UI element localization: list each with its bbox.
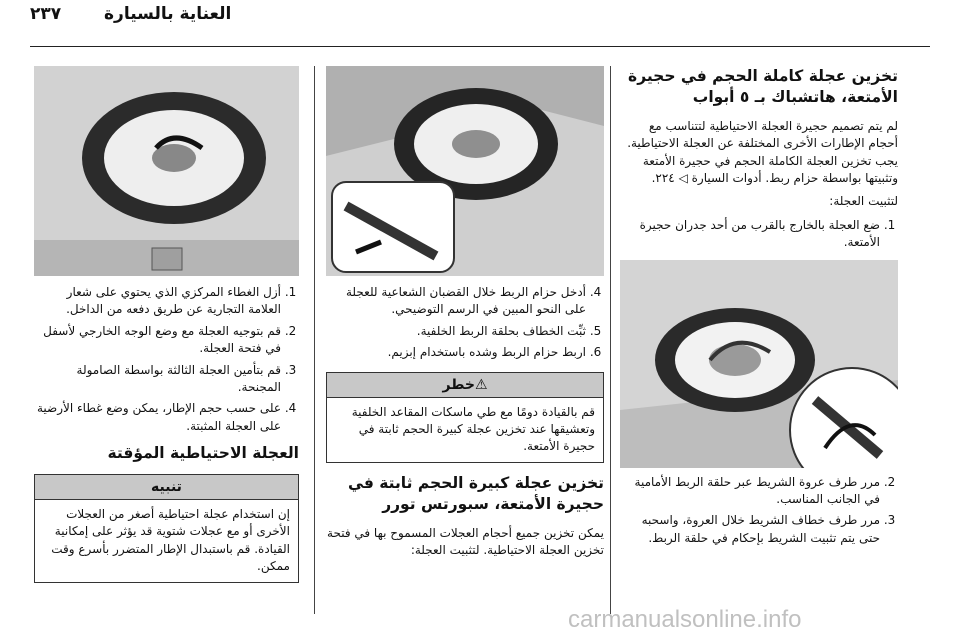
right-intro: لم يتم تصميم حجيرة العجلة الاحتياطية لتتناسب مع أحجام الإطارات الأخرى المختلفة عن العجلة الاحتياطية. يجب تخزين العجلة الكاملة الحجم في حجيرة الأمتعة وتثبيتها بواسطة حزام ربط. أدوات السيارة ◁ ٢٢٤.: [627, 118, 898, 186]
wheel-strapped-illustration: [326, 66, 604, 276]
warning-icon: ⚠: [474, 376, 488, 393]
left-step-1: 1. أزل الغطاء المركزي الذي يحتوي على شعار العلامة التجارية عن طريق دفعه من الداخل.: [34, 284, 281, 319]
middle-intro: يمكن تخزين جميع أحجام العجلات المسموح بها في فتحة تخزين العجلة الاحتياطية. لتثبيت العجلة:: [327, 525, 604, 557]
figure-spare-wheel-well: [34, 66, 299, 276]
spare-wheel-illustration: [34, 66, 299, 276]
middle-heading: تخزين عجلة كبيرة الحجم ثابتة في حجيرة الأمتعة، سبورتس تورر: [348, 473, 604, 513]
warning-text: قم بالقيادة دومًا مع طي ماسكات المقاعد الخلفية وتعشيقها عند تخزين عجلة كبيرة الحجم ثابتة في حجيرة الأمتعة.: [351, 404, 595, 454]
figure-wheel-strapped-hatchback: [326, 66, 604, 276]
left-column: [34, 66, 299, 593]
warning-title: خطر: [442, 376, 475, 393]
middle-step-5: 5. ثبِّت الخطاف بحلقة الربط الخلفية.: [326, 323, 586, 340]
right-heading: تخزين عجلة كاملة الحجم في حجيرة الأمتعة، هاتشباك بـ ٥ أبواب: [628, 67, 898, 106]
right-step-2: 2. مرر طرف عروة الشريط عبر حلقة الربط الأمامية في الجانب المناسب.: [620, 474, 880, 509]
column-separator-right: [610, 66, 611, 614]
watermark: carmanualsonline.info: [568, 606, 802, 633]
wheel-strap-illustration: [620, 260, 898, 468]
left-step-4: 4. على حسب حجم الإطار، يمكن وضع غطاء الأرضية على العجلة المثبتة.: [34, 400, 281, 435]
middle-column: [326, 66, 604, 565]
figure-wheel-in-boot-hatchback: [620, 260, 898, 468]
column-separator-left: [314, 66, 315, 614]
note-text: إن استخدام عجلة احتياطية أصغر من العجلات الأخرى أو مع عجلات شتوية قد يؤثر على إمكانية القيادة. قم باستبدال الإطار المتضرر بأسرع وقت ممكن.: [51, 507, 290, 574]
page-header-title: العناية بالسيارة: [104, 4, 232, 24]
left-step-2: 2. قم بتوجيه العجلة مع وضع الوجه الخارجي لأسفل في فتحة العجلة.: [34, 323, 281, 358]
right-step-1: 1. ضع العجلة بالخارج بالقرب من أحد جدران حجيرة الأمتعة.: [620, 217, 880, 252]
note-title: تنبيه: [35, 475, 298, 500]
middle-step-4: 4. أدخل حزام الربط خلال القضبان الشعاعية للعجلة على النحو المبين في الرسم التوضيحي.: [326, 284, 586, 319]
middle-step-6: 6. اربط حزام الربط وشده باستخدام إبزيم.: [326, 344, 586, 361]
left-step-3: 3. قم بتأمين العجلة الثالثة بواسطة الصامولة المجنحة.: [34, 362, 281, 397]
right-subheading: لتثبيت العجلة:: [829, 194, 898, 209]
right-step-3: 3. مرر طرف خطاف الشريط خلال العروة، واسحبه حتى يتم تثبيت الشريط بإحكام في حلقة الربط.: [620, 512, 880, 547]
warning-box: [326, 372, 604, 463]
note-box: [34, 474, 299, 583]
page-number: ٢٣٧: [30, 4, 62, 24]
warning-header: [327, 373, 603, 398]
header-rule: [30, 46, 930, 47]
left-heading: العجلة الاحتياطية المؤقتة: [107, 444, 299, 463]
right-column: [620, 66, 898, 555]
